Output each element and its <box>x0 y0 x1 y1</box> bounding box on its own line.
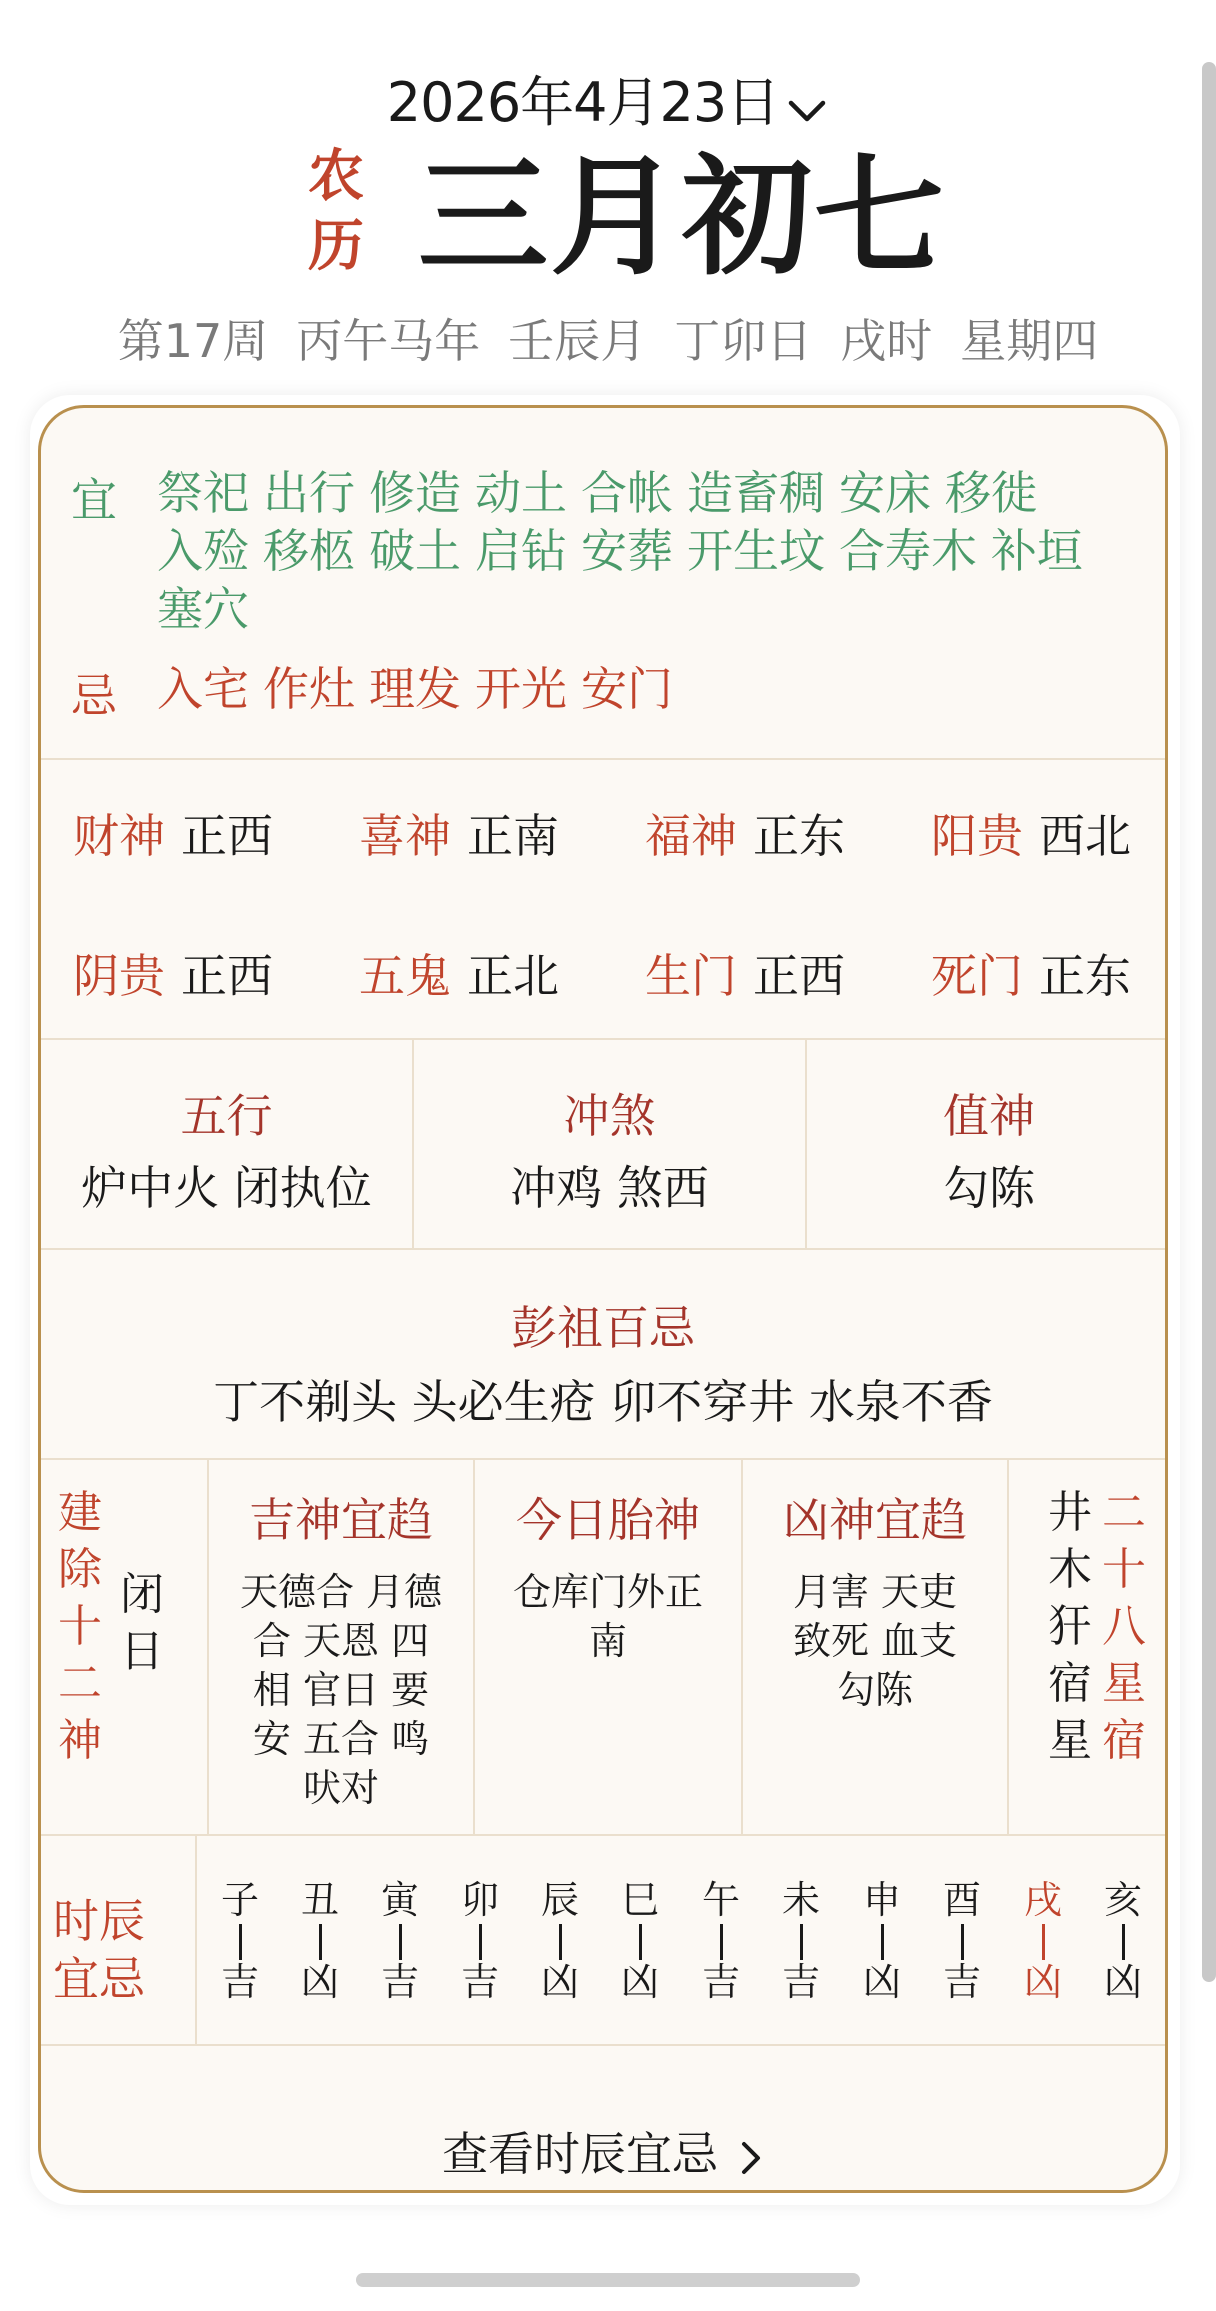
hour-chen[interactable] <box>531 1880 589 2002</box>
chevron-down-icon <box>785 75 829 138</box>
hour-zi[interactable] <box>211 1880 269 2002</box>
god-direction: 西北 <box>1039 809 1131 863</box>
ji-label: 忌 <box>71 669 117 723</box>
xiu-label-char: 星 <box>1102 1658 1146 1709</box>
wuxing-title: 五行 <box>180 1089 273 1143</box>
yi-list <box>157 464 1147 638</box>
divider <box>41 1458 1165 1460</box>
hour-wu[interactable] <box>692 1880 750 2002</box>
hour-branch: 亥 <box>1103 1878 1142 1922</box>
hour-branch: 辰 <box>540 1878 579 1922</box>
hour-separator <box>479 1924 482 1960</box>
hour-luck: 凶 <box>300 1960 339 2004</box>
chevron-right-icon <box>718 2127 764 2181</box>
xiu-label-char: 十 <box>1102 1544 1146 1595</box>
god-name: 死门 <box>931 949 1023 1003</box>
ji-list <box>157 660 1147 718</box>
jishen-line: 相 官日 要 <box>252 1668 430 1712</box>
jianchu-label-char: 除 <box>58 1544 102 1595</box>
hour-luck: 吉 <box>220 1960 259 2004</box>
xiu-label-char: 宿 <box>1102 1715 1146 1766</box>
divider <box>41 1834 1165 1836</box>
almanac-card <box>38 405 1168 2193</box>
hour-luck: 凶 <box>540 1960 579 2004</box>
jianchu-value-char: 日 <box>120 1626 164 1677</box>
yi-item: 补垣 <box>991 524 1083 578</box>
hours-label-line: 宜忌 <box>53 1952 145 2006</box>
god-simen <box>931 940 1131 1006</box>
year-ganzhi: 丙午马年 <box>296 314 481 368</box>
xiongshen-line: 致死 血支 <box>792 1619 958 1663</box>
jianchu-label <box>55 1484 105 1769</box>
yi-item: 安床 <box>839 466 931 520</box>
hour-hai[interactable] <box>1094 1880 1152 2002</box>
hour-separator <box>961 1924 964 1960</box>
hour-branch: 未 <box>781 1878 820 1922</box>
god-direction: 正南 <box>467 809 559 863</box>
lunar-date: 三月初七 <box>418 141 947 293</box>
jianchu-label-char: 神 <box>58 1715 102 1766</box>
divider <box>41 1038 1165 1040</box>
divider <box>41 1248 1165 1250</box>
hour-branch: 申 <box>862 1878 901 1922</box>
yi-item: 开生坟 <box>687 524 825 578</box>
god-xishen <box>359 800 559 866</box>
xiu-value-char: 宿 <box>1048 1658 1092 1709</box>
hour-branch: 卯 <box>460 1878 499 1922</box>
zhishen-value: 勾陈 <box>943 1161 1035 1215</box>
god-fushen <box>645 800 845 866</box>
yi-item: 祭祀 <box>157 466 249 520</box>
hour-luck: 凶 <box>1103 1960 1142 2004</box>
ji-item: 安门 <box>581 662 673 716</box>
hour-separator <box>559 1924 562 1960</box>
ji-item: 开光 <box>475 662 567 716</box>
month-ganzhi: 壬辰月 <box>508 314 647 368</box>
hour-luck: 吉 <box>380 1960 419 2004</box>
hour-shen[interactable] <box>853 1880 911 2002</box>
yi-item: 塞穴 <box>157 582 249 636</box>
god-direction: 正北 <box>467 949 559 1003</box>
hour-branch: 酉 <box>942 1878 981 1922</box>
god-name: 阴贵 <box>73 949 165 1003</box>
hour-luck: 吉 <box>942 1960 981 2004</box>
hour-separator <box>881 1924 884 1960</box>
jianchu-label-char: 十 <box>58 1601 102 1652</box>
jishen-line: 安 五合 鸣 <box>252 1717 430 1761</box>
lunar-tag-char: 农 <box>308 144 364 209</box>
divider <box>41 2044 1165 2046</box>
god-name: 五鬼 <box>359 949 451 1003</box>
divider <box>41 758 1165 760</box>
weekday: 星期四 <box>960 314 1099 368</box>
god-direction: 正东 <box>753 809 845 863</box>
god-yingui <box>73 940 273 1006</box>
god-name: 喜神 <box>359 809 451 863</box>
xiu-label-char: 八 <box>1102 1601 1146 1652</box>
hours-label <box>53 1892 185 2008</box>
xiongshen-line: 勾陈 <box>836 1668 913 1712</box>
ji-item: 作灶 <box>263 662 355 716</box>
xiu-label <box>1099 1484 1149 1769</box>
zhishen-title: 值神 <box>943 1089 1035 1143</box>
lunar-tag <box>306 142 366 282</box>
week-number: 第17周 <box>117 314 269 368</box>
hour-branch: 丑 <box>300 1878 339 1922</box>
home-indicator[interactable] <box>356 2273 860 2287</box>
hour-luck: 凶 <box>862 1960 901 2004</box>
yi-label: 宜 <box>71 473 117 527</box>
hours-label-line: 时辰 <box>53 1894 145 1948</box>
hour-mao[interactable] <box>451 1880 509 2002</box>
divider <box>195 1834 197 2044</box>
hour-luck: 凶 <box>620 1960 659 2004</box>
divider <box>1007 1458 1009 1834</box>
view-hours-button[interactable] <box>41 2118 1165 2184</box>
xiu-value-char: 犴 <box>1048 1601 1092 1652</box>
god-name: 阳贵 <box>931 809 1023 863</box>
date-text: 2026年4月23日 <box>386 71 780 134</box>
hour-luck: 吉 <box>701 1960 740 2004</box>
jishen-line: 吠对 <box>302 1766 379 1810</box>
hour-separator <box>399 1924 402 1960</box>
lunar-tag-char: 历 <box>308 214 364 279</box>
yi-item: 启钻 <box>475 524 567 578</box>
pengzu-value: 丁不剃头 头必生疮 卯不穿井 水泉不香 <box>213 1375 993 1429</box>
taishen-title: 今日胎神 <box>516 1493 700 1547</box>
xiongshen-title: 凶神宜趋 <box>783 1493 967 1547</box>
hour-si[interactable] <box>611 1880 669 2002</box>
hour-branch: 巳 <box>620 1878 659 1922</box>
jishen-list <box>219 1568 463 1813</box>
jianchu-value-char: 闭 <box>120 1569 164 1620</box>
xiongshen-line: 月害 天吏 <box>792 1570 958 1614</box>
yi-item: 合寿木 <box>839 524 977 578</box>
yi-item: 入殓 <box>157 524 249 578</box>
taishen-line: 仓库门外正 <box>512 1570 703 1614</box>
taishen-list <box>485 1568 731 1666</box>
hour-xu-current[interactable] <box>1014 1880 1072 2002</box>
god-direction: 正西 <box>181 949 273 1003</box>
chongsha-value: 冲鸡 煞西 <box>510 1161 709 1215</box>
god-direction: 正西 <box>753 949 845 1003</box>
hour-branch: 子 <box>220 1878 259 1922</box>
jianchu-value <box>117 1566 167 1680</box>
ji-item: 入宅 <box>157 662 249 716</box>
yi-item: 安葬 <box>581 524 673 578</box>
date-selector[interactable] <box>0 60 1216 138</box>
hour-separator <box>1042 1924 1045 1960</box>
hour-separator <box>239 1924 242 1960</box>
hour-branch: 午 <box>701 1878 740 1922</box>
god-name: 福神 <box>645 809 737 863</box>
jishen-line: 天德合 月德 <box>239 1570 443 1614</box>
jishen-line: 合 天恩 四 <box>252 1619 430 1663</box>
wuxing-value: 炉中火 闭执位 <box>81 1161 372 1215</box>
hour-luck: 吉 <box>460 1960 499 2004</box>
day-ganzhi: 丁卯日 <box>674 314 813 368</box>
xiu-label-char: 二 <box>1102 1487 1146 1538</box>
yi-item: 破土 <box>369 524 461 578</box>
hour-separator <box>639 1924 642 1960</box>
xiu-value-char: 木 <box>1048 1544 1092 1595</box>
hour-branch: 戌 <box>1023 1878 1062 1922</box>
xiu-value-char: 星 <box>1048 1715 1092 1766</box>
hour-luck: 吉 <box>781 1960 820 2004</box>
yi-item: 移柩 <box>263 524 355 578</box>
hour-separator <box>1122 1924 1125 1960</box>
view-hours-label: 查看时辰宜忌 <box>442 2127 718 2181</box>
jishen-title: 吉神宜趋 <box>249 1493 433 1547</box>
pengzu-title: 彭祖百忌 <box>511 1301 695 1355</box>
taishen-line: 南 <box>588 1619 627 1663</box>
ji-item: 理发 <box>369 662 461 716</box>
hour-wei[interactable] <box>772 1880 830 2002</box>
yi-item: 出行 <box>263 466 355 520</box>
hour-branch: 寅 <box>380 1878 419 1922</box>
chongsha-title: 冲煞 <box>563 1089 656 1143</box>
god-caishen <box>73 800 273 866</box>
hour-yin[interactable] <box>371 1880 429 2002</box>
hour-separator <box>800 1924 803 1960</box>
god-name: 财神 <box>73 809 165 863</box>
yi-item: 合帐 <box>581 466 673 520</box>
jianchu-label-char: 二 <box>58 1658 102 1709</box>
yi-item: 造畜稠 <box>687 466 825 520</box>
xiu-value <box>1045 1484 1095 1769</box>
hour-chou[interactable] <box>291 1880 349 2002</box>
god-shengmen <box>645 940 845 1006</box>
yi-item: 动土 <box>475 466 567 520</box>
hour-separator <box>319 1924 322 1960</box>
hour-you[interactable] <box>933 1880 991 2002</box>
hour-separator <box>720 1924 723 1960</box>
god-yanggui <box>931 800 1131 866</box>
hour-luck: 凶 <box>1023 1960 1062 2004</box>
yi-item: 修造 <box>369 466 461 520</box>
god-wugui <box>359 940 559 1006</box>
god-direction: 正西 <box>181 809 273 863</box>
god-name: 生门 <box>645 949 737 1003</box>
date-info-row <box>0 305 1216 371</box>
xiongshen-list <box>753 1568 997 1715</box>
jianchu-label-char: 建 <box>58 1487 102 1538</box>
current-hour: 戌时 <box>840 314 933 368</box>
yi-item: 移徙 <box>945 466 1037 520</box>
god-direction: 正东 <box>1039 949 1131 1003</box>
xiu-value-char: 井 <box>1048 1487 1092 1538</box>
